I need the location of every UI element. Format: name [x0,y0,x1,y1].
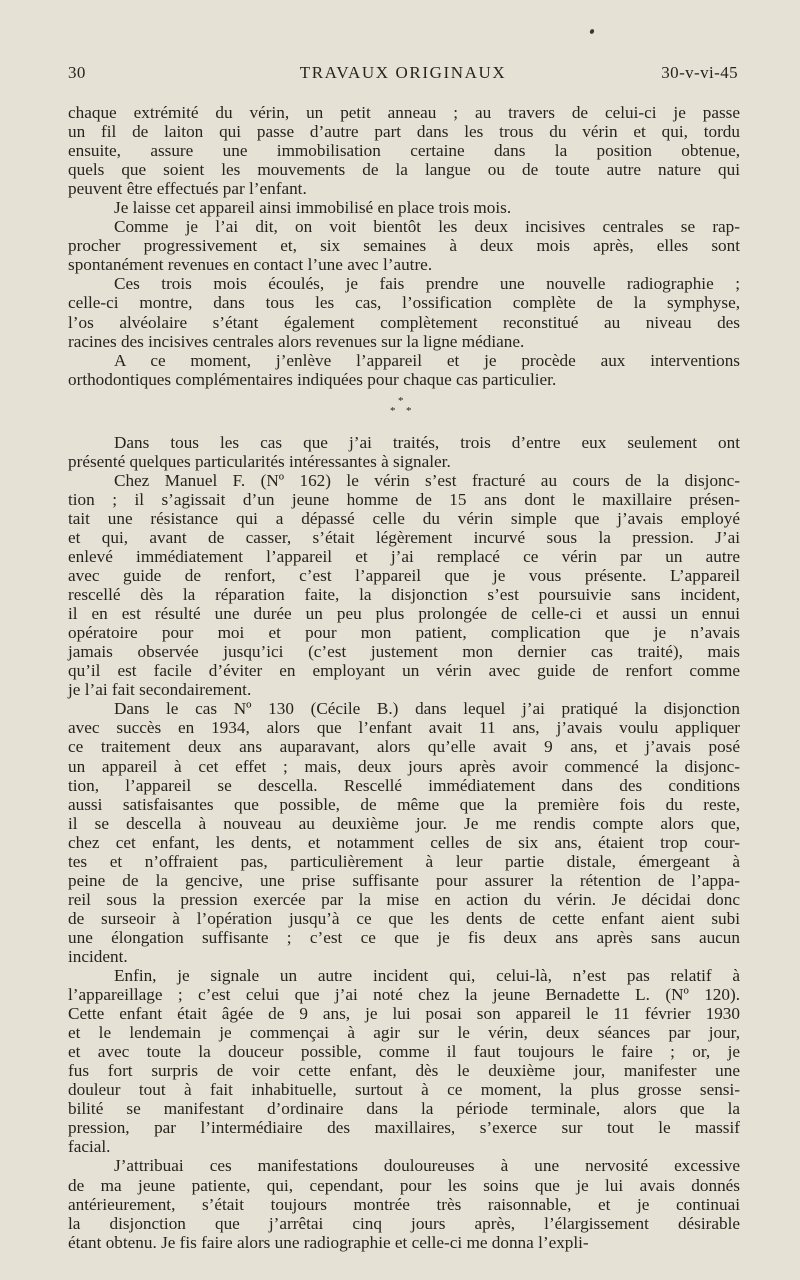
text-line: présenté quelques particularités intéressantes à signaler. [68,451,451,471]
separator-star: * [406,404,412,417]
page-number: 30 [68,63,86,82]
text-line: rescellé dès la réparation faite, la disjonction s’est poursuivie sans incident, [68,585,740,605]
text-line: douleur tout à fait inhabituelle, surtout à ce moment, la plus grosse sensi- [68,1080,740,1100]
paragraph [68,433,740,471]
text-line: chez cet enfant, les dents, et notamment celles de six ans, étaient trop cour- [68,832,740,852]
text-line: pression, par l’intermédiaire des maxillaires, s’exerce sur tout le massif [68,1118,740,1138]
text-line: jamais observée jusqu’ici (c’est justement mon dernier cas traité), mais [68,642,740,662]
text-line: Enfin, je signale un autre incident qui, celui-là, n’est pas relatif à [114,966,740,986]
text-line: tion, l’appareil se descella. Rescellé immédiatement dans des conditions [68,775,740,795]
text-line: l’appareillage ; c’est celui que j’ai noté chez la jeune Bernadette L. (Nº 120). [68,985,740,1005]
text-line: enlevé immédiatement l’appareil et j’ai remplacé ce vérin par un autre [68,546,740,566]
separator-star: * [390,404,396,417]
text-line: avec succès en 1934, alors que l’enfant avait 11 ans, j’avais voulu appliquer [68,718,740,738]
paragraph [68,351,740,389]
paragraph [68,198,740,217]
text-line: je l’ai fait secondairement. [68,680,252,700]
text-line: procher progressivement et, six semaines à deux mois après, elles sont [68,236,740,256]
text-line: tes et n’offraient pas, particulièrement à leur partie distale, émergeant à [68,851,740,871]
text-line: ensuite, assure une immobilisation certaine dans la position obtenue, [68,141,740,161]
text-line: tait une résistance qui a dépassé celle du vérin simple que j’avais employé [68,508,740,528]
text-line: il en est résulté une durée un peu plus prolongée de celle-ci et aussi un ennui [68,604,740,624]
text-line: l’os alvéolaire s’étant également complètement reconstitué au niveau des [68,312,740,332]
text-line: fus fort surpris de voir cette enfant, dès le deuxième jour, manifester une [68,1061,740,1081]
text-line: orthodontiques complémentaires indiquées pour chaque cas particulier. [68,369,557,389]
issue-date: 30-v-vi-45 [661,63,738,82]
paragraph [68,274,740,350]
running-title: TRAVAUX ORIGINAUX [299,63,507,82]
paragraph [68,471,740,700]
text-line: et qui, avant de casser, s’était légèrement incurvé sous la pression. J’ai [68,527,740,547]
text-line: Cette enfant était âgée de 9 ans, je lui posai son appareil le 11 février 1930 [68,1004,740,1024]
text-line: antérieurement, s’était toujours montrée très raisonnable, et je continuai [68,1194,740,1214]
text-line: chaque extrémité du vérin, un petit anneau ; au travers de celui-ci je passe [68,103,740,122]
paragraph [68,103,740,198]
text-line: A ce moment, j’enlève l’appareil et je procède aux interventions [114,350,740,370]
text-line: spontanément revenues en contact l’une avec l’autre. [68,255,433,275]
text-line: Dans tous les cas que j’ai traités, trois d’entre eux seulement ont [114,432,740,452]
text-line: et avec toute la douceur possible, comme il faut toujours le faire ; or, je [68,1042,740,1062]
text-line: étant obtenu. Je fis faire alors une radiographie et celle-ci me donna l’expli- [68,1232,589,1252]
text-line: Je laisse cet appareil ainsi immobilisé en place trois mois. [114,198,512,218]
text-line: Chez Manuel F. (Nº 162) le vérin s’est fracturé au cours de la disjonc- [114,470,740,490]
text-line: peine de la gencive, une prise suffisante pour assurer la rétention de l’appa- [68,870,740,890]
paragraphs-after-separator [68,433,740,1252]
paragraph [68,966,740,1156]
paragraphs-before-separator [68,103,740,389]
text-line: bilité se manifestant d’ordinaire dans la période terminale, alors que la [68,1099,740,1119]
text-line: tion ; il s’agissait d’un jeune homme de 15 ans dont le maxillaire présen- [68,489,740,509]
running-header [68,63,738,87]
ink-speck [589,28,595,34]
text-line: racines des incisives centrales alors revenues sur la ligne médiane. [68,331,525,351]
text-line: et le lendemain je commençai à agir sur le vérin, deux séances par jour, [68,1023,740,1043]
text-line: une élongation suffisante ; c’est ce que je fis deux ans après sans aucun [68,927,740,947]
text-line: aussi satisfaisantes que possible, de même que la première fois du reste, [68,794,740,814]
text-line: de ma jeune patiente, qui, cependant, pour les soins que je lui avais donnés [68,1175,740,1195]
text-line: Comme je l’ai dit, on voit bientôt les deux incisives centrales se rap- [114,217,740,237]
text-line: il se descella à nouveau au deuxième jour. Je me rendis compte alors que, [68,813,740,833]
separator-star: * [398,394,404,407]
text-line: quels que soient les mouvements de la langue ou de toute autre nature qui [68,160,740,180]
paragraph [68,217,740,274]
text-line: un fil de laiton qui passe d’autre part dans les trous du vérin et qui, tordu [68,122,740,142]
text-line: un appareil à cet effet ; mais, deux jours après avoir commencé la disjonc- [68,756,740,776]
text-line: celle-ci montre, dans tous les cas, l’ossification complète de la symphyse, [68,293,740,313]
paragraph [68,1156,740,1251]
text-line: opératoire pour moi et pour mon patient, complication que je n’avais [68,623,740,643]
text-line: Ces trois mois écoulés, je fais prendre une nouvelle radiographie ; [114,274,740,294]
text-line: de surseoir à l’opération jusqu’à ce que les dents de cette enfant aient subi [68,908,740,928]
text-line: la disjonction que j’arrêtai cinq jours après, l’élargissement désirable [68,1213,740,1233]
text-line: peuvent être effectués par l’enfant. [68,179,307,199]
text-line: incident. [68,946,128,966]
text-line: ce traitement deux ans auparavant, alors qu’elle avait 9 ans, et j’avais posé [68,737,740,757]
text-line: avec guide de renfort, c’est l’appareil que je vous présente. L’appareil [68,566,740,586]
text-line: reil sous la pression exercée par la mise en action du vérin. Je décidai donc [68,889,740,909]
body-text [68,103,740,1252]
paragraph [68,699,740,966]
section-separator [68,389,740,433]
text-line: Dans le cas Nº 130 (Cécile B.) dans lequel j’ai pratiqué la disjonction [114,699,740,719]
text-line: facial. [68,1137,111,1157]
text-line: J’attribuai ces manifestations douloureuses à une nervosité excessive [114,1156,740,1176]
text-line: qu’il est facile d’éviter en employant un vérin avec guide de renfort comme [68,661,740,681]
